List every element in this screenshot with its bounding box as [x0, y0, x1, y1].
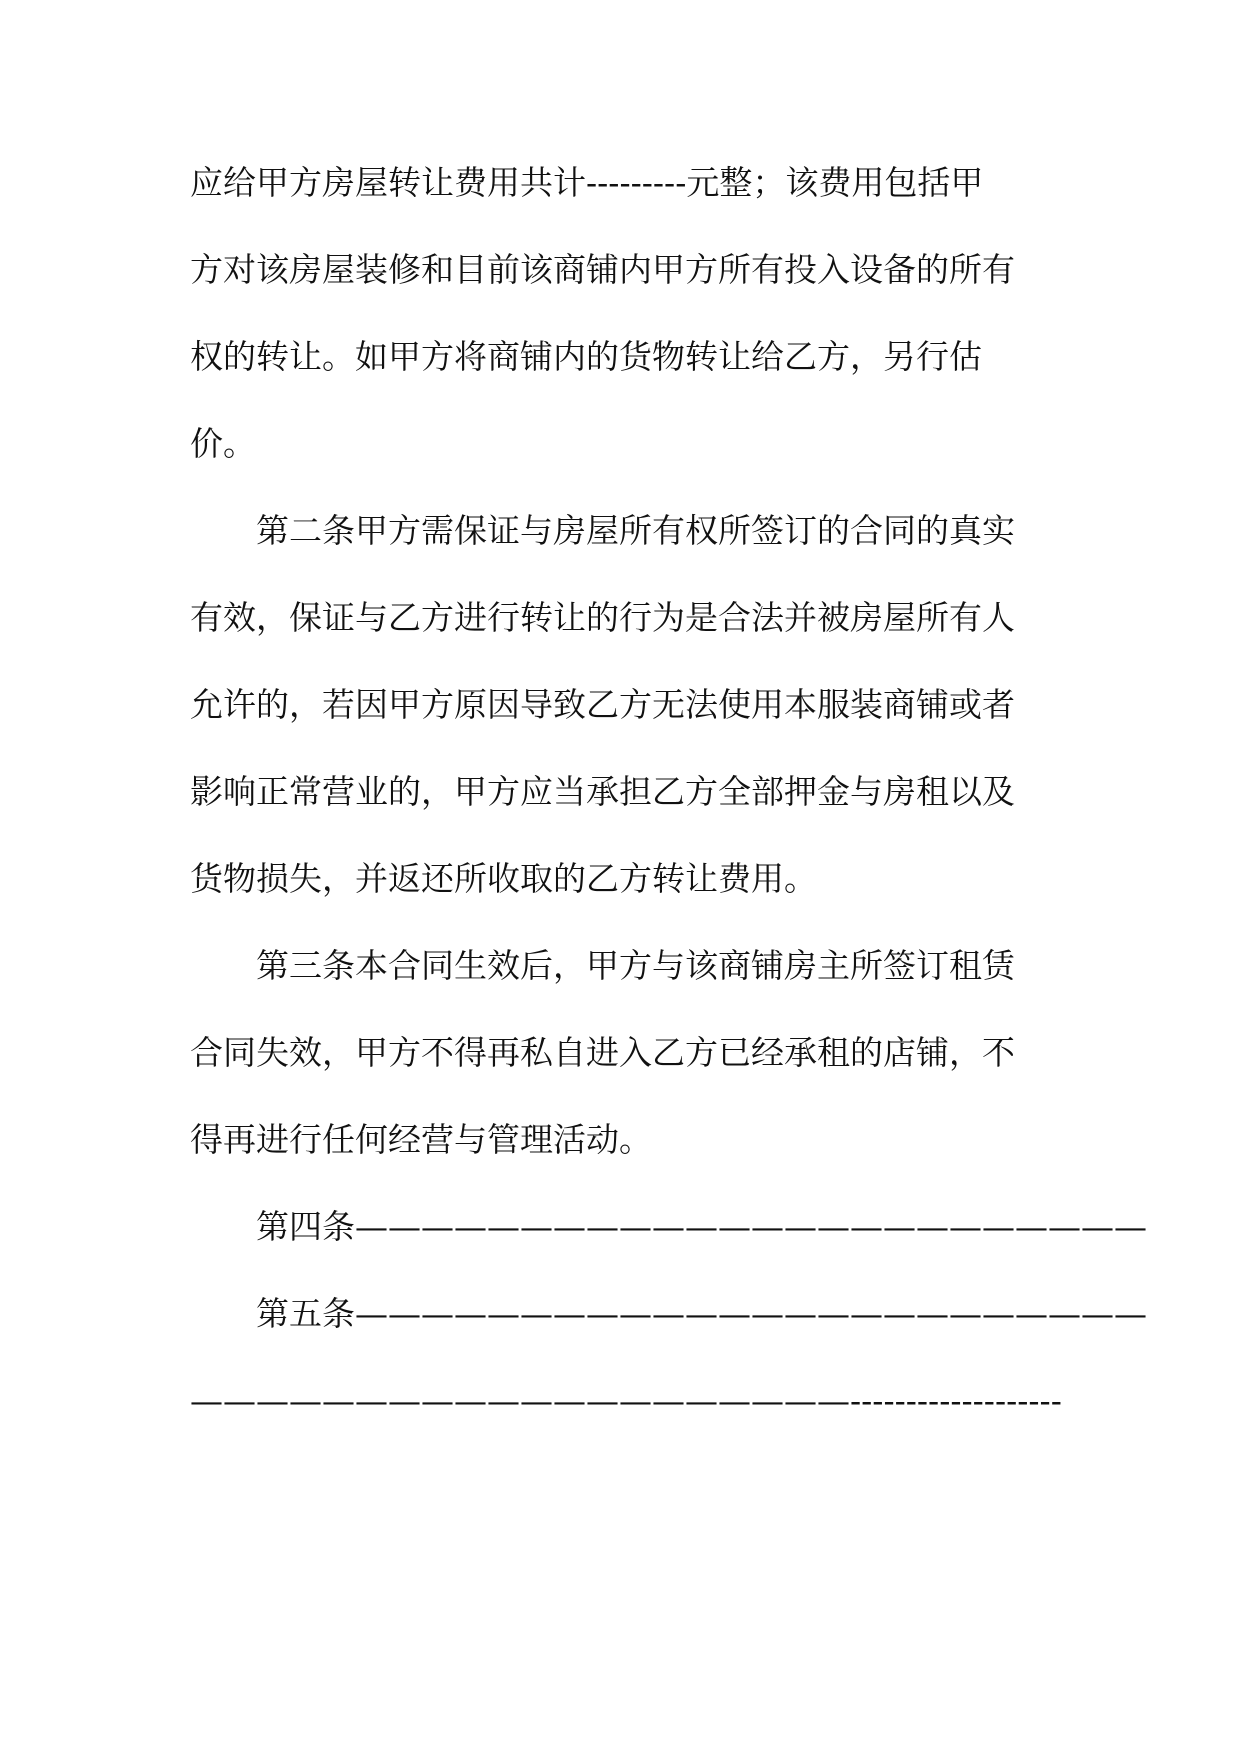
article-4-line: 第四条———————————————————————— [256, 1207, 1147, 1246]
text-line-7: 允许的，若因甲方原因导致乙方无法使用本服装商铺或者 [190, 685, 1015, 724]
text-line-3: 权的转让。如甲方将商铺内的货物转让给乙方，另行估 [190, 337, 982, 376]
article-5-line: 第五条———————————————————————— [256, 1294, 1147, 1333]
blank-fill-line: ————————————————————------------------- [190, 1381, 1062, 1420]
article-2-heading-line: 第二条甲方需保证与房屋所有权所签订的合同的真实 [256, 511, 1015, 550]
text-line-2: 方对该房屋装修和目前该商铺内甲方所有投入设备的所有 [190, 250, 1015, 289]
text-line-9: 货物损失，并返还所收取的乙方转让费用。 [190, 859, 817, 898]
text-line-6: 有效，保证与乙方进行转让的行为是合法并被房屋所有人 [190, 598, 1015, 637]
text-line-8: 影响正常营业的，甲方应当承担乙方全部押金与房租以及 [190, 772, 1015, 811]
text-line-1: 应给甲方房屋转让费用共计---------元整；该费用包括甲 [190, 163, 984, 202]
text-line-4: 价。 [190, 424, 256, 463]
text-line-12: 得再进行任何经营与管理活动。 [190, 1120, 652, 1159]
text-line-11: 合同失效，甲方不得再私自进入乙方已经承租的店铺，不 [190, 1033, 1015, 1072]
article-3-heading-line: 第三条本合同生效后，甲方与该商铺房主所签订租赁 [256, 946, 1015, 985]
